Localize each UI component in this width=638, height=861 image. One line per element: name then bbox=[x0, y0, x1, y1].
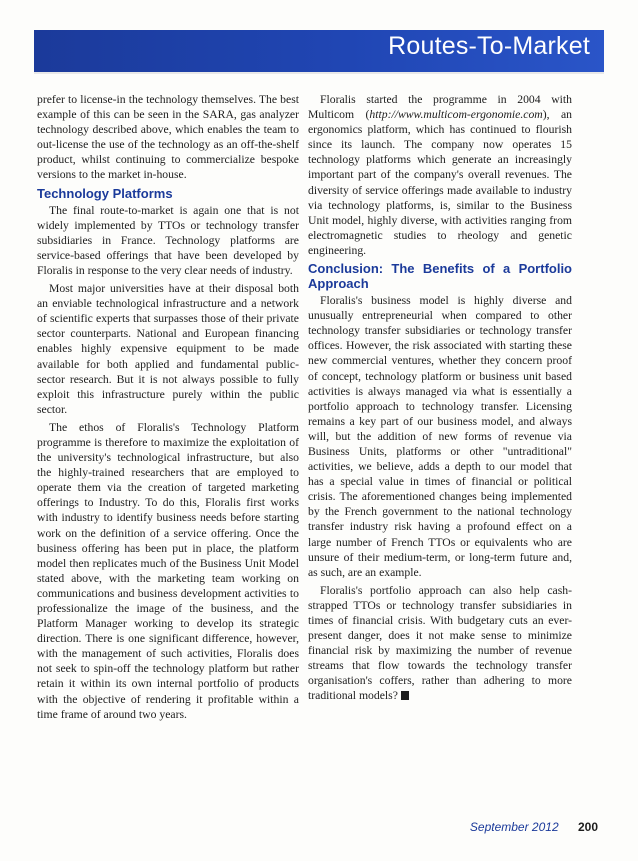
page-footer bbox=[470, 820, 598, 834]
multicom-link[interactable]: http://www.multicom-ergonomie.com bbox=[369, 108, 543, 122]
paragraph: Most major universities have at their disposal both an enviable technological infrastructure and a network of scientific experts that surpasses those of their private sector counterparts. National and European financing enables highly expensive equipment to be made available for both applied and fundamental public-sector research. But it is not always possible to fully exploit this infrastructure purely within the public sector. bbox=[37, 282, 299, 416]
section-banner bbox=[34, 30, 604, 74]
page-number: 200 bbox=[577, 820, 598, 834]
left-column bbox=[37, 92, 299, 725]
issue-date: September 2012 bbox=[469, 820, 559, 834]
heading-conclusion: Conclusion: The Benefits of a Portfolio Approach bbox=[308, 261, 572, 292]
end-of-article-mark bbox=[401, 691, 409, 700]
paragraph-text: ), an ergonomics platform, which has continued to flourish since its launch. The company now operates 15 technology platforms which generate an increasingly important part of the company's overall revenues. The diversity of service offerings made available to industry via technology platforms, is, similar to the Business Unit model, highly diverse, with activities ranging from electromagnetic studies to rheology and genetic engineering. bbox=[308, 108, 572, 257]
paragraph: Floralis's business model is highly diverse and unusually entrepreneurial when compared to other technology transfer subsidiaries or technology transfer offices. However, the risk associated with starting these new commercial ventures, whether they concern proof of concept, technology platform or business unit based activities is always managed via what is essentially a portfolio approach to technology transfer. Licensing remains a key part of our business model, and always will, but the addition of new forms of revenue via Business Units, platforms or other "untraditional" activities, we believe, adds a depth to our model that has a special value in times of financial or political crisis. The aforementioned changes being implemented by the French government to the national technology transfer industry risk having a profound effect on a large number of French TTOs or equivalents who are unsure of their medium-term, or long-term future and, as such, are an example. bbox=[308, 294, 572, 579]
heading-technology-platforms: Technology Platforms bbox=[37, 185, 173, 201]
section-title: Routes-To-Market bbox=[388, 32, 590, 60]
paragraph: The final route-to-market is again one that is not widely implemented by TTOs or technology transfer subsidiaries in France. Technology platforms are service-based offerings that have been developed by Floralis in response to the very clear needs of industry. bbox=[37, 203, 299, 277]
paragraph-text: Floralis's portfolio approach can also help cash-strapped TTOs or technology transfer subsidiaries in times of financial crisis. With budgetary cuts an ever-present danger, does it not make sense to minimize financial risk by maximizing the number of revenue streams that flow towards the technology transfer organisation's coffers, rather than adhering to more traditional models? bbox=[308, 583, 572, 703]
banner-rule bbox=[34, 72, 604, 74]
right-column bbox=[308, 92, 572, 707]
paragraph: The ethos of Floralis's Technology Platform programme is therefore to maximize the exploitation of the university's technological infrastructure, but also the highly-trained researchers that are employed to operate them via the creation of targeted marketing offerings to Industry. To do this, Floralis first works with industry to identify business needs before starting work on the definition of a service offering. Once the business offering has been put in place, the platform model then replicates much of the Business Unit Model stated above, with the marketing team working on communications and business development activities to professionalize the image of the business, and the Platform Manager working to develop its strategic direction. There is one significant difference, however, with the management of such activities, Floralis does not seek to spin-off the technology platform but rather retain it within its own internal portfolio of products with the objective of rendering it profitable within a time frame of around two years. bbox=[37, 420, 299, 721]
paragraph-text: Floralis started the programme in 2004 with Multicom ( bbox=[308, 93, 572, 122]
paragraph-final bbox=[308, 583, 572, 704]
paragraph: prefer to license-in the technology themselves. The best example of this can be seen in the SARA, gas analyzer technology described above, which enables the team to out-license the use of the technology as an off-the-shelf product, whilst continuing to commercialize bespoke versions to the market in-house. bbox=[37, 93, 299, 182]
paragraph-multicom bbox=[308, 92, 572, 258]
